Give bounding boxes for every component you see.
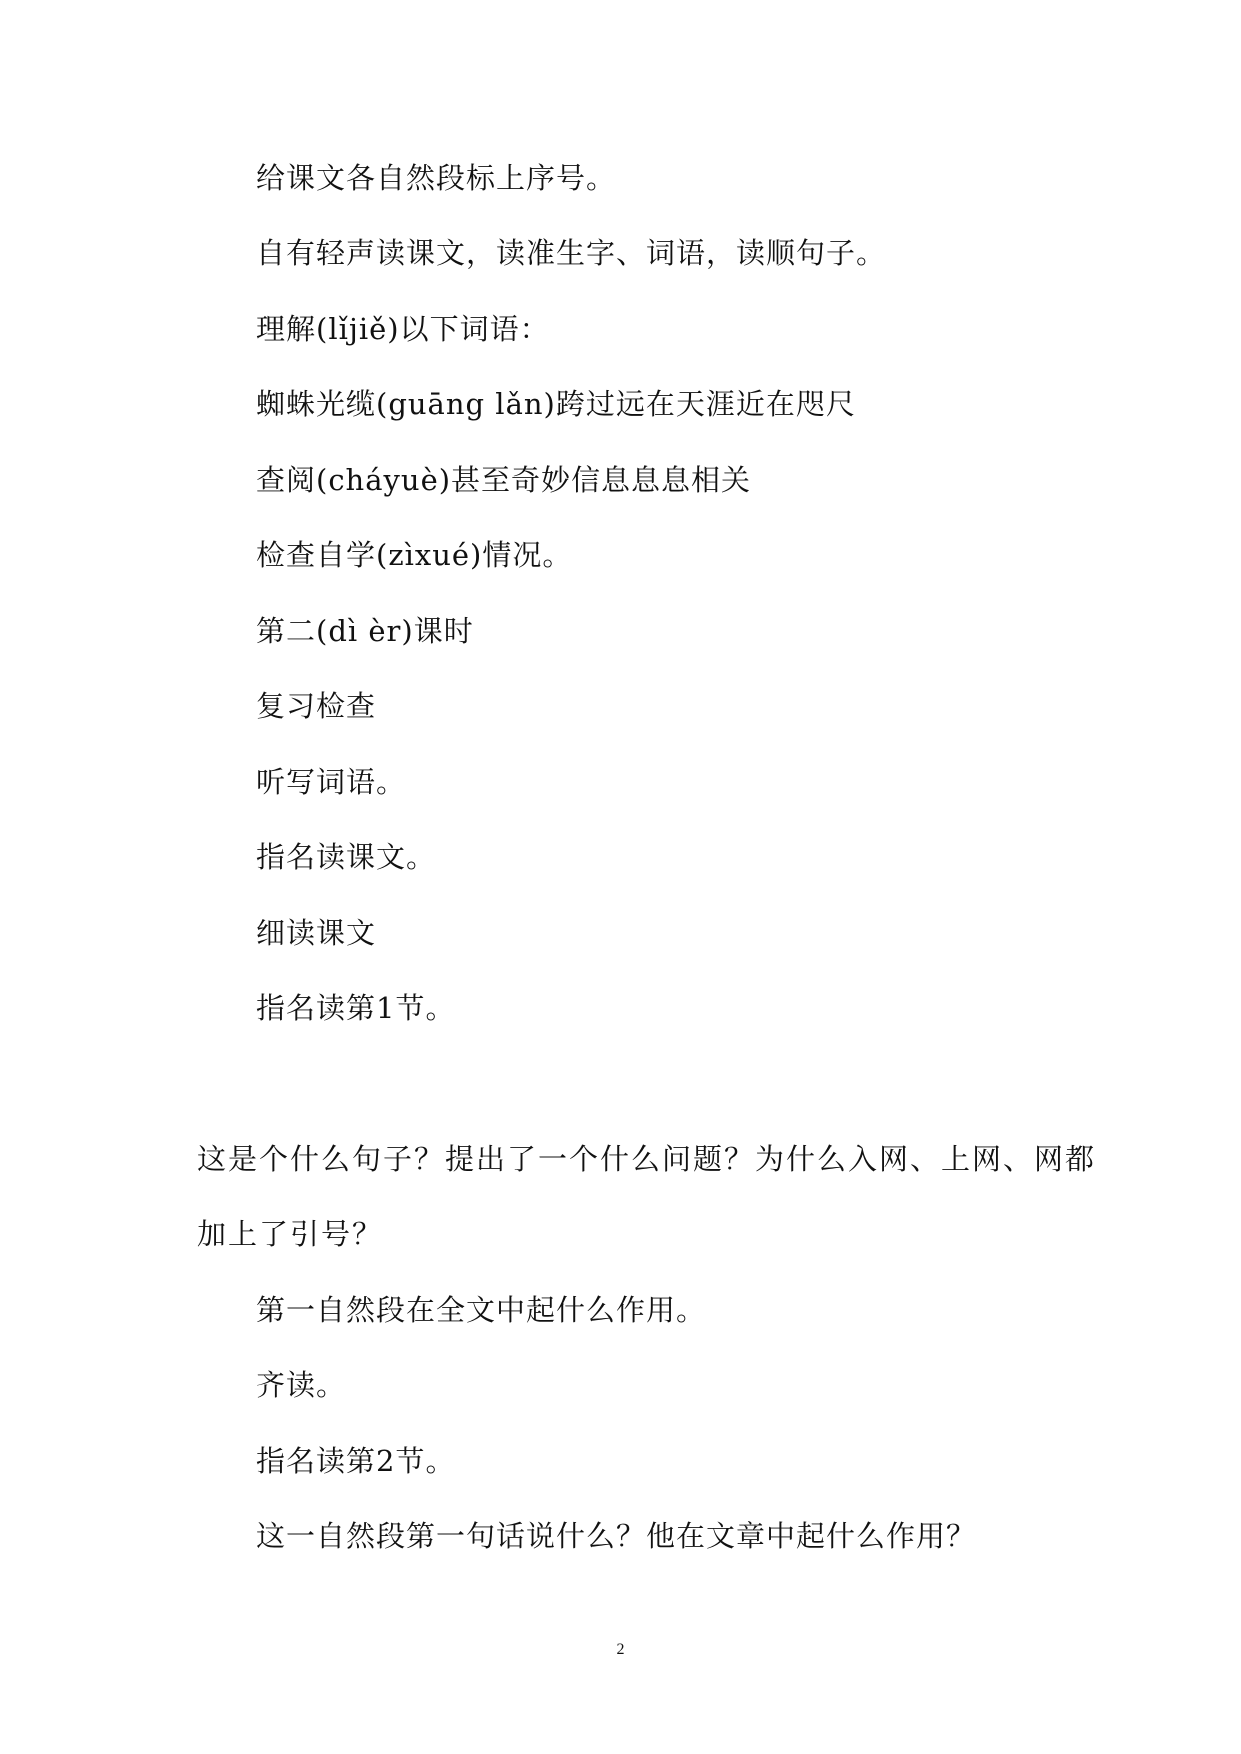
text-line-4: 蜘蛛光缆(guāng lǎn)跨过远在天涯近在咫尺 [256,387,856,421]
text-line-14: 加上了引号？ [197,1217,384,1251]
text-line-16: 齐读。 [256,1368,347,1402]
text-line-2: 自有轻声读课文，读准生字、词语，读顺句子。 [256,236,887,270]
text-line-5: 查阅(cháyuè)甚至奇妙信息息息相关 [256,463,752,497]
text-line-1: 给课文各自然段标上序号。 [256,161,617,195]
text-line-13: 这是个什么句子？提出了一个什么问题？为什么入网、上网、网都 [197,1142,1097,1176]
text-line-17: 指名读第2节。 [256,1444,456,1478]
text-line-18: 这一自然段第一句话说什么？他在文章中起什么作用？ [256,1519,977,1553]
text-line-12: 指名读第1节。 [256,991,456,1025]
text-line-6: 检查自学(zìxué)情况。 [256,538,573,572]
text-line-11: 细读课文 [256,916,377,950]
page-number: 2 [616,1641,625,1658]
text-line-9: 听写词语。 [256,765,407,799]
text-line-7: 第二(dì èr)课时 [256,614,474,648]
text-line-3: 理解(lǐjiě)以下词语： [256,312,550,346]
text-line-15: 第一自然段在全文中起什么作用。 [256,1293,707,1327]
text-line-10: 指名读课文。 [256,840,437,874]
text-line-8: 复习检查 [256,689,377,723]
